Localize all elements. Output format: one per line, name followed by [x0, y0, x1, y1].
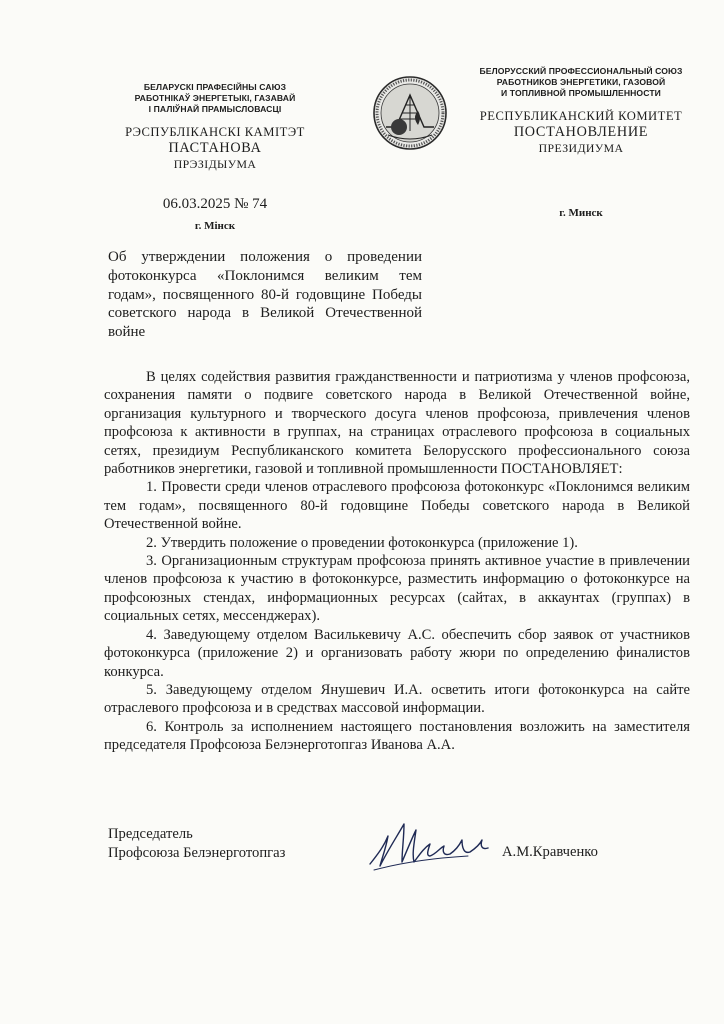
city-be: г. Мінск [194, 220, 236, 232]
header-belarusian [100, 82, 330, 172]
preamble-paragraph: В целях содействия развития гражданственности и патриотизма у членов профсоюза, сохранения памяти о подвиге советского народа в Великой Отечественной войне, организация культурного и творческого досуга членов профсоюза, привлечения членов профсоюза к активности в группах, на страницах отраслевого профсоюза в социальных сетях, президиум Республиканского комитета Белорусского профессионального союза работников энергетики, газовой и топливной промышленности ПОСТАНОВЛЯЕТ: [104, 369, 690, 478]
handwritten-signature [364, 810, 500, 874]
resolution-be: ПАСТАНОВА [168, 140, 262, 156]
clause-2: 2. Утвердить положение о проведении фотоконкурса (приложение 1). [146, 534, 578, 551]
org-name-ru: БЕЛОРУССКИЙ ПРОФЕССИОНАЛЬНЫЙ СОЮЗ РАБОТНИКОВ ЭНЕРГЕТИКИ, ГАЗОВОЙ И ТОПЛИВНОЙ ПРОМЫШЛЕННОСТИ [479, 66, 683, 98]
committee-ru: РЕСПУБЛИКАНСКИЙ КОМИТЕТ [479, 109, 683, 123]
document-body [104, 368, 690, 755]
union-emblem-icon [372, 75, 448, 151]
document-date-number: 06.03.2025 № 74 [162, 196, 268, 212]
signatory-title: Председатель Профсоюза Белэнерготопгаз [108, 826, 286, 861]
presidium-ru: ПРЕЗИДИУМА [538, 141, 624, 155]
org-name-be: БЕЛАРУСКІ ПРАФЕСІЙНЫ САЮЗ РАБОТНІКАЎ ЭНЕРГЕТЫКІ, ГАЗАВАЙ І ПАЛІЎНАЙ ПРАМЫСЛОВАСЦІ [134, 82, 296, 114]
city-ru: г. Минск [559, 207, 603, 219]
document-subject: Об утверждении положения о проведении фотоконкурса «Поклонимся великим тем годам», посвященного 80-й годовщине Победы советского народа в Великой Отечественной войне [108, 249, 422, 341]
committee-be: РЭСПУБЛІКАНСКІ КАМІТЭТ [125, 125, 305, 139]
clause-6: 6. Контроль за исполнением настоящего постановления возложить на заместителя председателя Профсоюза Белэнерготопгаз Иванова А.А. [104, 718, 690, 754]
presidium-be: ПРЭЗІДЫУМА [173, 157, 257, 171]
signatory-name: А.М.Кравченко [502, 844, 598, 860]
clause-5: 5. Заведующему отделом Янушевич И.А. осветить итоги фотоконкурса на сайте отраслевого профсоюза и в средствах массовой информации. [104, 681, 690, 717]
header-russian [470, 66, 692, 156]
resolution-ru: ПОСТАНОВЛЕНИЕ [513, 124, 649, 140]
clause-4: 4. Заведующему отделом Василькевичу А.С. обеспечить сбор заявок от участников фотоконкурса (приложение 2) и организовать работу жюри по определению финалистов конкурса. [104, 626, 690, 680]
clause-1: 1. Провести среди членов отраслевого профсоюза фотоконкурс «Поклонимся великим тем годам», посвященного 80-й годовщине Победы советского народа в Великой Отечественной войне. [104, 479, 690, 533]
clause-3: 3. Организационным структурам профсоюза принять активное участие в привлечении членов профсоюза к участию в фотоконкурсе, разместить информацию о фотоконкурсе на профсоюзных стендах, информационных ресурсах (сайтах, в аккаунтах (группах) в социальных сетях, мессенджерах). [104, 553, 690, 625]
